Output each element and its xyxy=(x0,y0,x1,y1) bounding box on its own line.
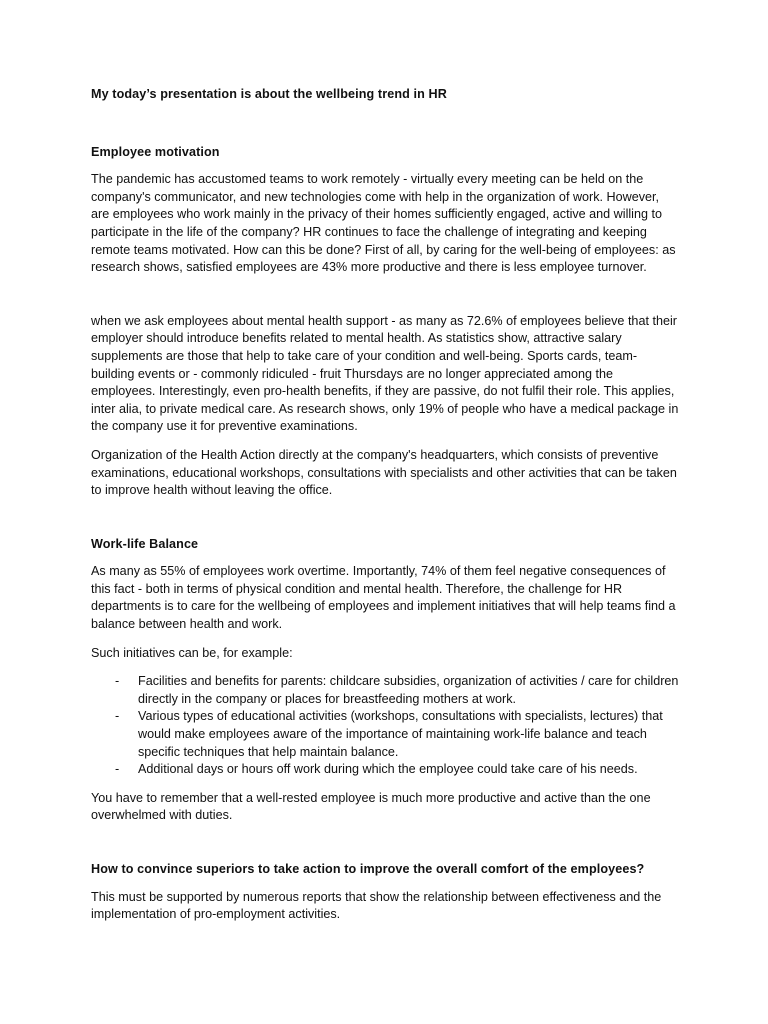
spacer xyxy=(91,825,680,861)
spacer xyxy=(91,277,680,313)
document-title: My today’s presentation is about the wellbeing trend in HR xyxy=(91,87,447,101)
spacer xyxy=(91,879,680,889)
paragraph-balance-2: Such initiatives can be, for example: xyxy=(91,645,293,660)
spacer xyxy=(91,436,680,447)
initiatives-list xyxy=(91,673,680,779)
paragraph-motivation-1: The pandemic has accustomed teams to work remotely - virtually every meeting can be held on the company's communicator, and new technologies come with help in the organization of work. However, are employees who work mainly in the privacy of their homes sufficiently engaged, active and willing to participate in the life of the company? HR continues to face the challenge of integrating and keeping remote teams motivated. How can this be done? First of all, by caring for the well-being of employees: as research shows, satisfied employees are 43% more productive and there is less employee turnover. xyxy=(91,172,676,275)
list-item xyxy=(115,673,680,708)
paragraph-motivation-3: Organization of the Health Action directly at the company's headquarters, which consists of preventive examinations, educational workshops, consultations with specialists and other activities that can be taken to improve health without leaving the office. xyxy=(91,447,677,498)
section-heading-work-life-balance: Work-life Balance xyxy=(91,536,199,551)
section-heading-employee-motivation: Employee motivation xyxy=(91,144,220,159)
spacer xyxy=(91,553,680,563)
spacer xyxy=(91,161,680,171)
paragraph-motivation-2: when we ask employees about mental health support - as many as 72.6% of employees believe that their employer should introduce benefits related to mental health. As statistics show, attractive salary supplements are those that help to take care of your condition and well-being. Sports cards, team-building events or - commonly ridiculed - fruit Thursdays are no longer appreciated among the employees. Interestingly, even pro-health benefits, if they are passive, do not fulfil their role. This applies, inter alia, to private medical care. As research shows, only 19% of people who have a medical package in the company use it for preventive examinations. xyxy=(91,313,679,434)
spacer xyxy=(91,662,680,673)
spacer xyxy=(91,500,680,536)
list-item-text: Facilities and benefits for parents: childcare subsidies, organization of activities / care for children directly in the company or places for breastfeeding mothers at work. xyxy=(138,674,679,706)
spacer xyxy=(91,634,680,645)
dash-bullet: - xyxy=(115,762,120,777)
list-item xyxy=(115,761,680,779)
spacer xyxy=(91,779,680,790)
list-item-text: Various types of educational activities (workshops, consultations with specialists, lectures) that would make employees aware of the importance of maintaining work-life balance and teach specific techniques that help maintain balance. xyxy=(138,709,663,759)
section-heading-convince-superiors: How to convince superiors to take action to improve the overall comfort of the employees? xyxy=(91,862,645,876)
list-item-text: Additional days or hours off work during which the employee could take care of his needs. xyxy=(138,762,638,777)
spacer xyxy=(91,104,680,144)
list-item xyxy=(115,708,680,761)
paragraph-balance-1: As many as 55% of employees work overtime. Importantly, 74% of them feel negative consequences of this fact - both in terms of physical condition and mental health. Therefore, the challenge for HR departments is to care for the wellbeing of employees and implement initiatives that will help teams find a balance between health and work. xyxy=(91,564,676,632)
dash-bullet: - xyxy=(115,709,120,724)
dash-bullet: - xyxy=(115,674,120,689)
paragraph-convince-1: This must be supported by numerous reports that show the relationship between effectiveness and the implementation of pro-employment activities. xyxy=(91,889,662,922)
paragraph-balance-3: You have to remember that a well-rested employee is much more productive and active than the one overwhelmed with duties. xyxy=(91,790,651,823)
